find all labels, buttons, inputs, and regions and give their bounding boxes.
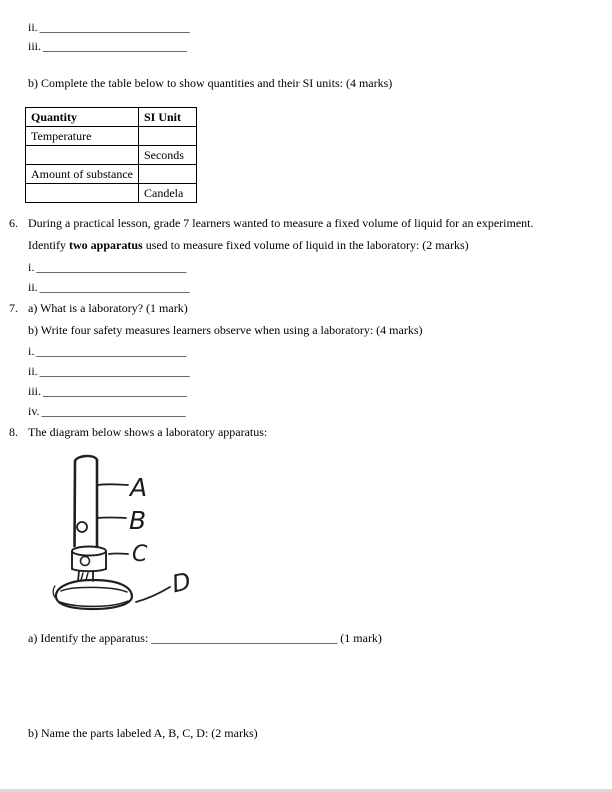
question-number: 6. — [9, 216, 18, 230]
blank-label: ii. — [28, 20, 38, 34]
answer-blank — [28, 404, 186, 418]
collar-hole — [81, 557, 90, 566]
collar-bottom — [72, 569, 106, 571]
question-7-part-b: b) Write four safety measures learners observe when using a laboratory: (4 marks) — [28, 323, 423, 337]
neck-hatch-2 — [86, 573, 88, 580]
table-row — [26, 165, 197, 184]
question-text: The diagram below shows a laboratory apparatus: — [28, 425, 268, 439]
barrel-left-line — [75, 461, 76, 546]
table-cell: Seconds — [138, 146, 196, 165]
table-cell: Candela — [138, 184, 196, 203]
air-hole — [77, 522, 87, 532]
blank-label: iii. — [28, 384, 42, 398]
pointer-line-d — [136, 587, 170, 602]
barrel-top — [75, 456, 97, 461]
part-label-c: C — [132, 542, 148, 567]
blank-label: iv. — [28, 404, 40, 418]
marks-text: (1 mark) — [337, 631, 382, 645]
table-cell — [26, 146, 139, 165]
question-number: 8. — [9, 425, 18, 439]
table-cell: Temperature — [26, 127, 139, 146]
question-6-line1 — [9, 216, 533, 230]
answer-blank — [28, 280, 190, 294]
blank-label: ii. — [28, 280, 38, 294]
answer-blank — [28, 344, 186, 358]
blank-line: _________________________ — [39, 20, 190, 34]
answer-blank — [28, 384, 187, 398]
part-label-a: A — [130, 473, 148, 502]
blank-label: i. — [28, 344, 35, 358]
question-text-bold: two apparatus — [69, 238, 143, 252]
blank-line: ________________________ — [41, 404, 186, 418]
pointer-line-c — [109, 553, 128, 554]
table-cell: Amount of substance — [26, 165, 139, 184]
answer-blank — [28, 364, 190, 378]
answer-blank — [28, 260, 186, 274]
blank-line: _______________________________ — [151, 631, 338, 645]
table-header-row — [26, 108, 197, 127]
question-6-line2 — [28, 238, 469, 252]
table-header-quantity: Quantity — [26, 108, 139, 127]
pointer-line-b — [98, 517, 126, 518]
question-7-part-a — [9, 301, 188, 315]
table-row — [26, 146, 197, 165]
apparatus-diagram — [52, 450, 212, 620]
question-text: Identify — [28, 238, 69, 252]
question-text: a) What is a laboratory? (1 mark) — [28, 301, 188, 315]
table-header-si-unit: SI Unit — [138, 108, 196, 127]
base-inner-line — [61, 587, 127, 592]
neck-hatch-1 — [81, 573, 83, 580]
list-item-ii — [28, 20, 190, 34]
si-units-table — [25, 107, 197, 203]
question-8-intro — [9, 425, 267, 439]
table-row — [26, 127, 197, 146]
pointer-line-a — [98, 484, 128, 485]
table-row — [26, 184, 197, 203]
blank-line: _________________________ — [39, 280, 190, 294]
blank-label: ii. — [28, 364, 38, 378]
part-label-d: D — [169, 567, 194, 599]
question-text: a) Identify the apparatus: — [28, 631, 152, 645]
blank-label: i. — [28, 260, 35, 274]
question-text: used to measure fixed volume of liquid in the laboratory: (2 marks) — [142, 238, 469, 252]
question-8-part-b: b) Name the parts labeled A, B, C, D: (2 marks) — [28, 726, 258, 740]
question-text: During a practical lesson, grade 7 learners wanted to measure a fixed volume of liquid for an experiment. — [28, 216, 534, 230]
table-cell — [138, 127, 196, 146]
blank-line: _________________________ — [36, 260, 187, 274]
neck-left — [78, 571, 79, 581]
table-cell — [138, 165, 196, 184]
part-label-b: B — [129, 506, 147, 535]
blank-line: _________________________ — [39, 364, 190, 378]
list-item-iii — [28, 39, 187, 53]
blank-line: _________________________ — [36, 344, 187, 358]
question-number: 7. — [9, 301, 18, 315]
blank-label: iii. — [28, 39, 42, 53]
section-b-intro: b) Complete the table below to show quantities and their SI units: (4 marks) — [28, 76, 393, 90]
collar-top — [72, 547, 106, 556]
blank-line: ________________________ — [43, 384, 188, 398]
table-cell — [26, 184, 139, 203]
blank-line: ________________________ — [43, 39, 188, 53]
question-8-part-a — [28, 631, 382, 645]
